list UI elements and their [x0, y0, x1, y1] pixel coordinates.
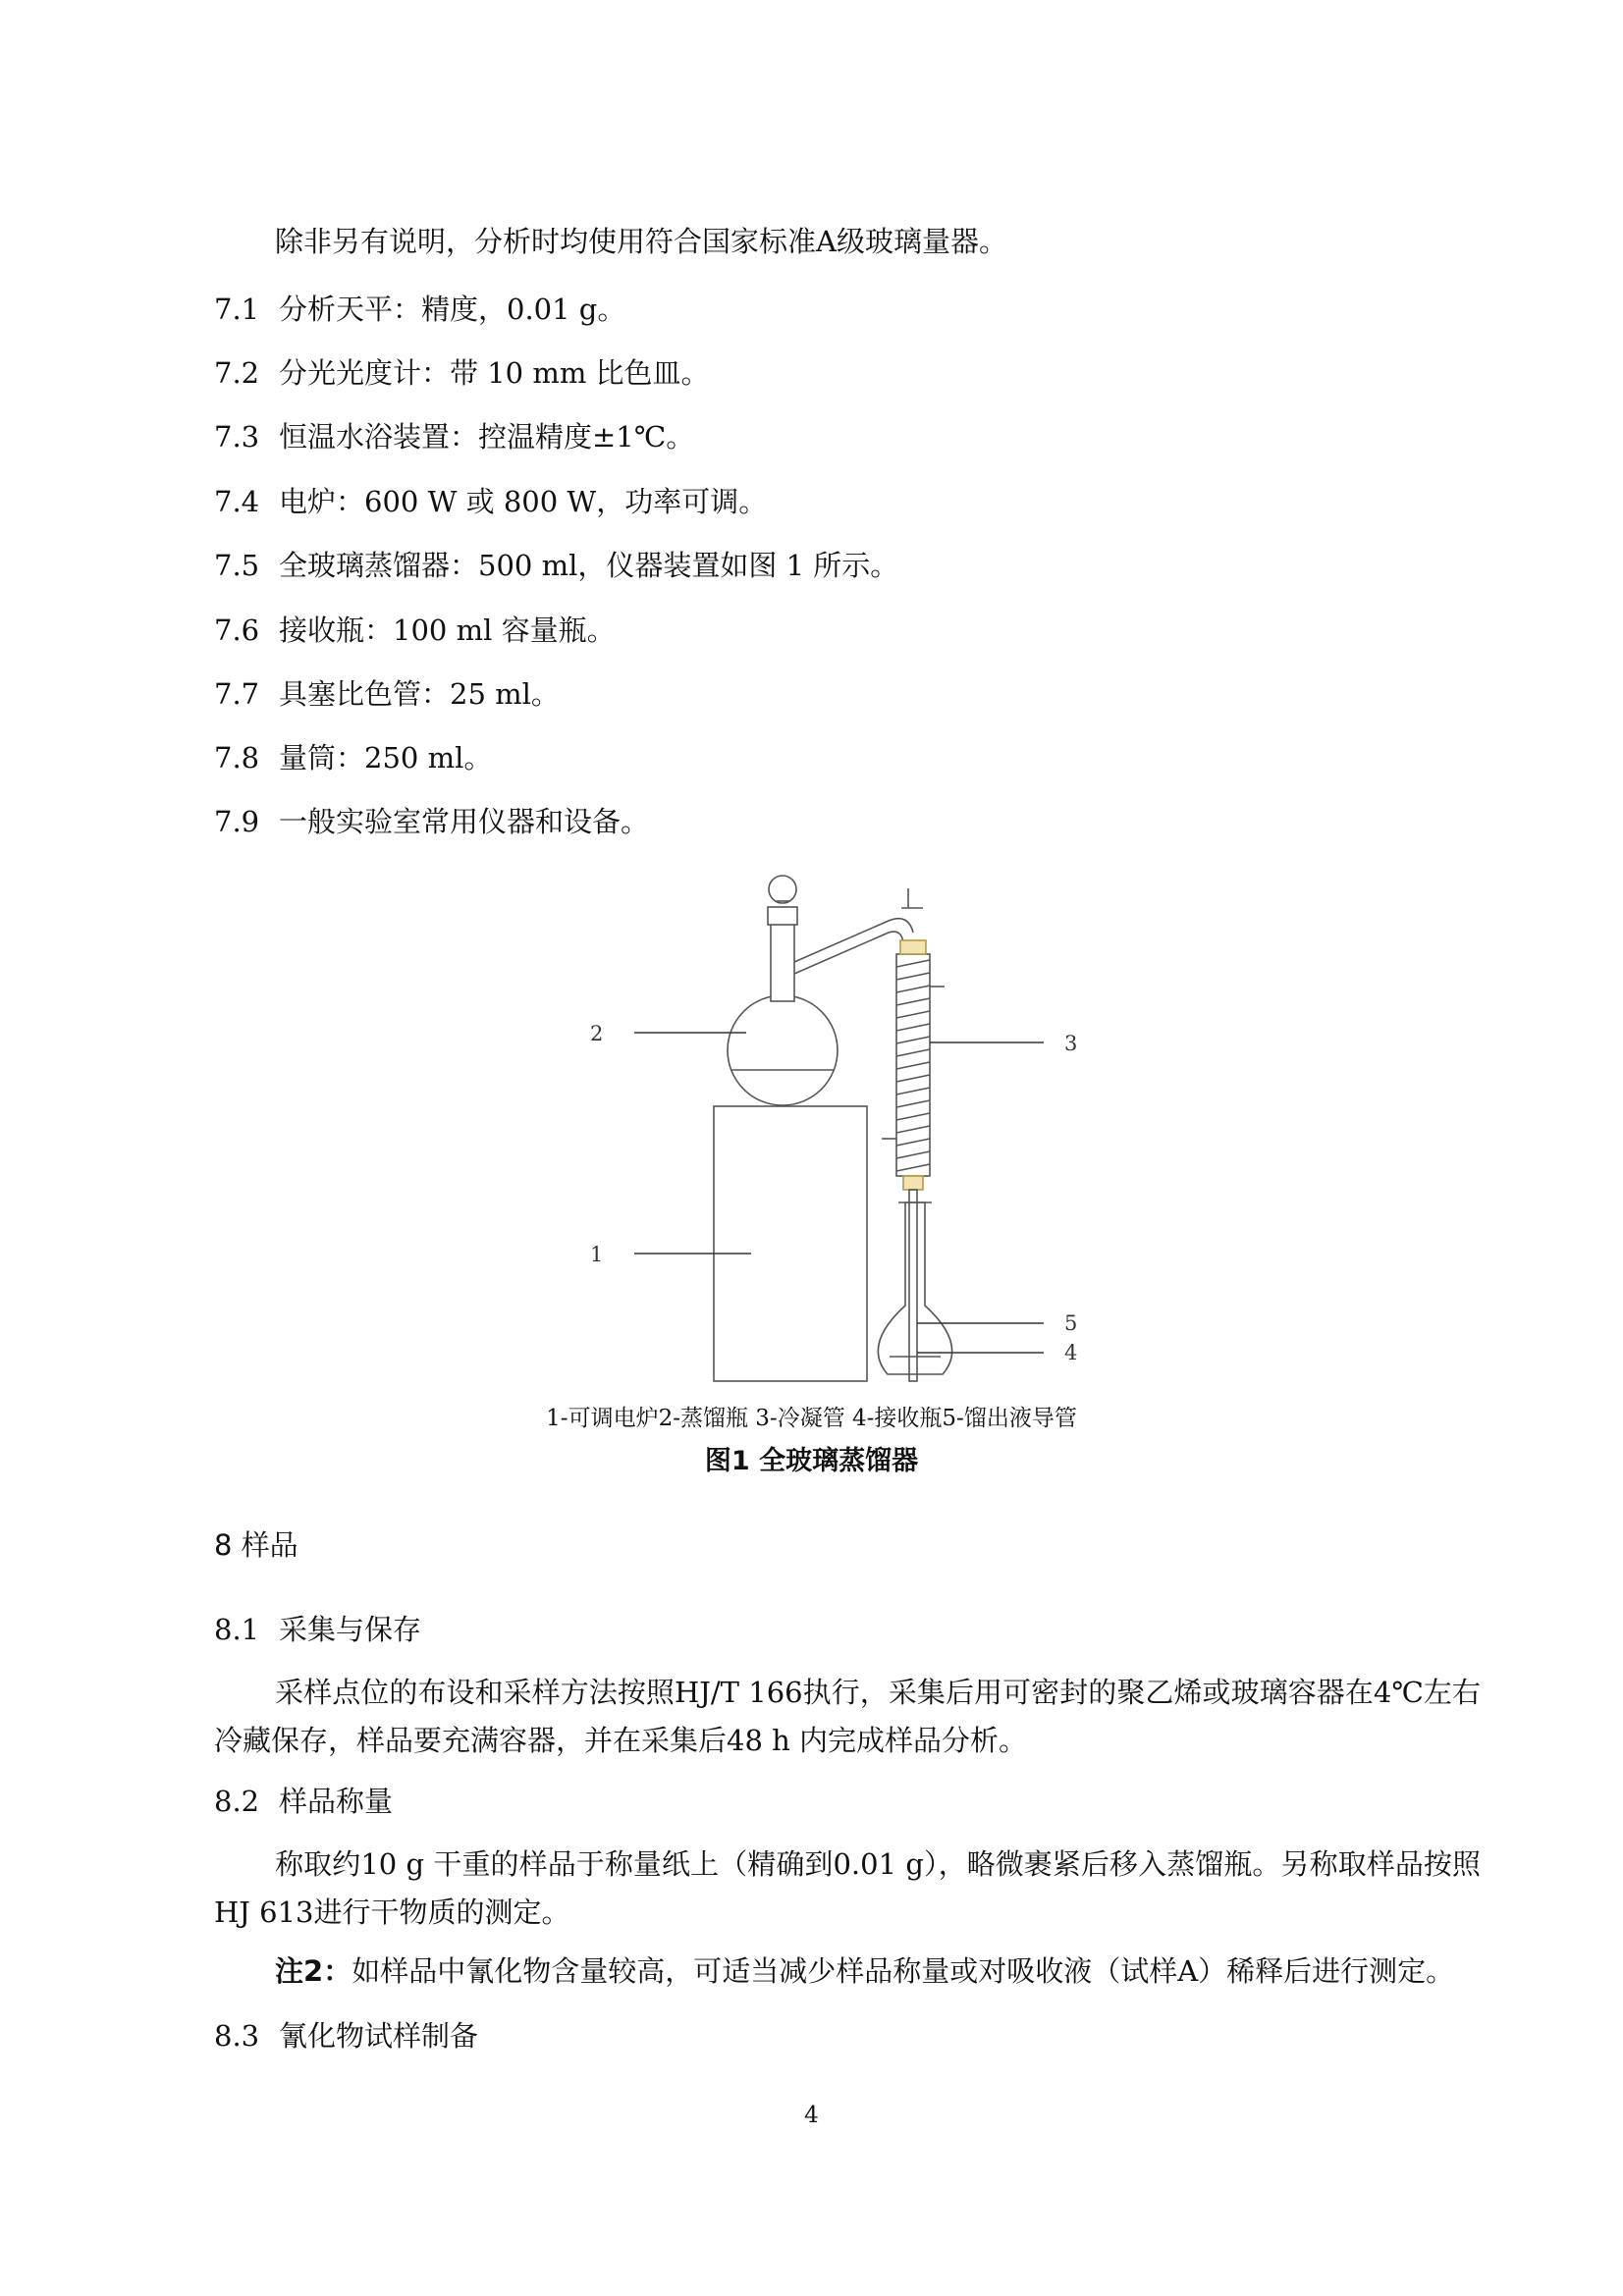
- item-number: 7.8: [214, 741, 260, 774]
- item-number: 7.2: [214, 356, 260, 390]
- item-text: 分光光度计：带 10 mm 比色皿。: [279, 356, 710, 390]
- item-text: 电炉：600 W 或 800 W，功率可调。: [279, 485, 768, 518]
- label-5: 5: [1064, 1311, 1078, 1335]
- subsection-title: 氰化物试样制备: [279, 2019, 479, 2053]
- item-number: 7.1: [214, 293, 260, 326]
- label-2: 2: [590, 1022, 604, 1045]
- item-number: 7.4: [214, 485, 260, 518]
- subsection-8-1: [214, 1612, 421, 1647]
- note-text: 如样品中氰化物含量较高，可适当减少样品称量或对吸收液（试样A）稀释后进行测定。: [352, 1954, 1455, 1988]
- item-number: 8.2: [214, 1785, 260, 1818]
- receiving-flask: [878, 1202, 951, 1374]
- item-number: 7.6: [214, 614, 260, 647]
- heater-body: [714, 1106, 867, 1381]
- item-text: 接收瓶：100 ml 容量瓶。: [279, 614, 616, 647]
- subsection-8-2: [214, 1784, 393, 1819]
- intro-text: 除非另有说明，分析时均使用符合国家标准A级玻璃量器。: [275, 225, 1007, 258]
- item-number: 8.3: [214, 2019, 260, 2053]
- paragraph-8-1: [214, 1669, 1481, 1765]
- item-number: 7.3: [214, 420, 260, 454]
- label-1: 1: [590, 1243, 604, 1266]
- delivery-tube: [909, 1190, 917, 1381]
- note-2: [275, 1953, 1454, 1989]
- paragraph-8-2: [214, 1841, 1481, 1937]
- subsection-title: 采集与保存: [279, 1613, 422, 1646]
- subsection-title: 样品称量: [279, 1785, 394, 1818]
- subsection-8-3: [214, 2018, 478, 2054]
- flask-bulb: [728, 995, 838, 1105]
- page-number: 4: [804, 2103, 819, 2128]
- item-number: 7.7: [214, 677, 260, 711]
- label-3: 3: [1064, 1032, 1078, 1055]
- item-text: 全玻璃蒸馏器：500 ml，仪器装置如图 1 所示。: [279, 549, 899, 582]
- item-text: 分析天平：精度，0.01 g。: [279, 293, 626, 326]
- item-text: 具塞比色管：25 ml。: [279, 677, 560, 711]
- item-text: 一般实验室常用仪器和设备。: [279, 805, 650, 838]
- stopper: [769, 876, 796, 903]
- item-number: 7.5: [214, 549, 260, 582]
- flask-neck: [771, 923, 794, 1001]
- item-number: 8.1: [214, 1613, 260, 1646]
- item-text: 恒温水浴装置：控温精度±1℃。: [279, 420, 695, 454]
- note-label: 注2：: [275, 1954, 352, 1988]
- label-4: 4: [1064, 1341, 1078, 1364]
- figure-title: 图1 全玻璃蒸馏器: [704, 1446, 919, 1476]
- section-8-heading: 8 样品: [214, 1528, 298, 1562]
- paragraph-text: 称取约10 g 干重的样品于称量纸上（精确到0.01 g），略微裹紧后移入蒸馏瓶。另称取样品按照HJ 613进行干物质的测定。: [214, 1847, 1481, 1929]
- condenser-coil: [896, 960, 930, 1171]
- item-number: 7.9: [214, 805, 260, 838]
- item-text: 量筒：250 ml。: [279, 741, 493, 774]
- paragraph-text: 采样点位的布设和采样方法按照HJ/T 166执行，采集后用可密封的聚乙烯或玻璃容器在4℃左右冷藏保存，样品要充满容器，并在采集后48 h 内完成样品分析。: [214, 1676, 1481, 1757]
- figure-caption: 1-可调电炉2-蒸馏瓶 3-冷凝管 4-接收瓶5-馏出液导管: [546, 1406, 1077, 1431]
